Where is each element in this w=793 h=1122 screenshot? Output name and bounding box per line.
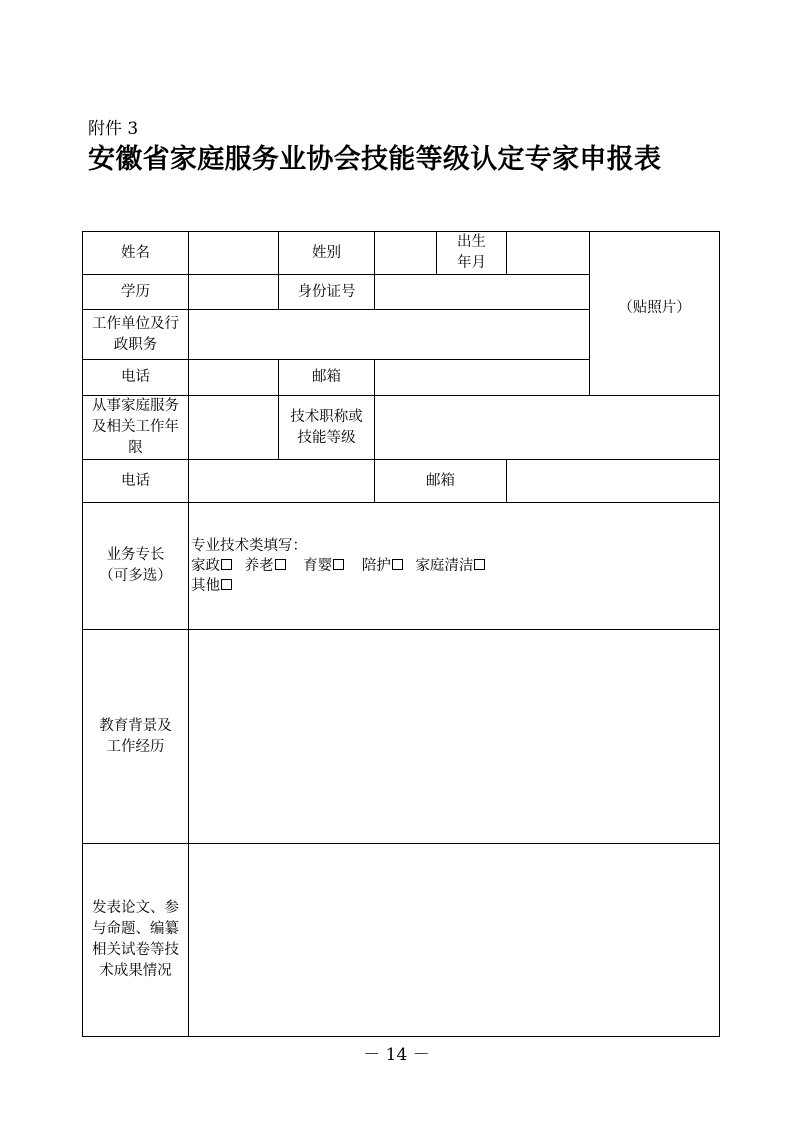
education-label: 学历: [83, 275, 189, 310]
phone2-field[interactable]: [189, 460, 375, 503]
achievements-label-line4: 术成果情况: [99, 963, 172, 979]
id-number-label: 身份证号: [279, 275, 375, 310]
id-number-field[interactable]: [375, 275, 590, 310]
page-number: － 14 －: [363, 1045, 430, 1065]
specialty-label: [83, 503, 189, 630]
phone2-label: 电话: [83, 460, 189, 503]
specialty-prompt: 专业技术类填写：: [191, 538, 307, 554]
checkbox-icon[interactable]: [392, 559, 403, 570]
birth-label-line2: 年月: [457, 255, 486, 271]
option-infant-care-label: 育婴: [303, 558, 333, 574]
checkbox-icon[interactable]: [474, 559, 485, 570]
option-other[interactable]: [191, 576, 232, 596]
work-years-label-line2: 及相关工作年: [92, 419, 179, 435]
option-housekeeping-label: 家政: [191, 558, 220, 574]
education-background-field[interactable]: [189, 630, 720, 844]
education-background-label-line2: 工作经历: [106, 738, 165, 755]
achievements-label-line2: 与命题、编纂: [92, 921, 179, 937]
specialty-other-row: [191, 576, 717, 596]
achievements-label-line1: 发表论文、参: [92, 900, 179, 916]
title-level-label-line1: 技术职称或: [290, 408, 363, 425]
work-years-label-line3: 限: [128, 440, 143, 456]
email-label: 邮箱: [279, 360, 375, 396]
email2-label: 邮箱: [375, 460, 507, 503]
specialty-label-line2: （可多选）: [99, 568, 172, 584]
gender-field[interactable]: [375, 232, 437, 275]
email2-field[interactable]: [507, 460, 720, 503]
work-unit-label-line2: 政职务: [113, 336, 158, 353]
option-escort-care-label: 陪护: [361, 558, 391, 574]
gender-label: 姓别: [279, 232, 375, 275]
education-background-label-line1: 教育背景及: [99, 717, 172, 734]
email-field[interactable]: [375, 360, 590, 396]
application-form-table: [82, 231, 720, 1037]
option-other-label: 其他: [191, 578, 220, 594]
birth-field[interactable]: [507, 232, 590, 275]
option-home-cleaning-label: 家庭清洁: [415, 558, 474, 574]
work-unit-label: [83, 310, 189, 360]
option-housekeeping[interactable]: [191, 556, 232, 576]
work-unit-field[interactable]: [189, 310, 590, 360]
checkbox-icon[interactable]: [333, 559, 344, 570]
checkbox-icon[interactable]: [275, 559, 286, 570]
photo-label: （贴照片）: [618, 300, 691, 316]
work-years-label-line1: 从事家庭服务: [92, 398, 179, 414]
birth-label: [437, 232, 507, 275]
birth-label-line1: 出生: [457, 234, 486, 250]
title-level-label-line2: 技能等级: [297, 429, 356, 446]
option-escort-care[interactable]: [362, 556, 403, 576]
title-level-label: [279, 396, 375, 460]
option-home-cleaning[interactable]: [415, 556, 485, 576]
title-level-field[interactable]: [375, 396, 720, 460]
option-infant-care[interactable]: [303, 556, 344, 576]
education-background-label: [83, 630, 189, 844]
checkbox-icon[interactable]: [221, 579, 232, 590]
specialty-options-row: [191, 556, 717, 576]
achievements-label-line3: 相关试卷等技: [92, 942, 179, 958]
attachment-label: 附件 3: [88, 119, 139, 139]
name-field[interactable]: [189, 232, 279, 275]
option-elderly-care-label: 养老: [244, 558, 274, 574]
page-title: 安徽省家庭服务业协会技能等级认定专家申报表: [88, 144, 662, 175]
work-unit-label-line1: 工作单位及行: [92, 315, 179, 332]
achievements-label: [83, 844, 189, 1037]
work-years-field[interactable]: [189, 396, 279, 460]
phone-label: 电话: [83, 360, 189, 396]
specialty-label-line1: 业务专长: [106, 547, 165, 563]
specialty-options-cell: [189, 503, 720, 630]
checkbox-icon[interactable]: [221, 559, 232, 570]
achievements-field[interactable]: [189, 844, 720, 1037]
option-elderly-care[interactable]: [245, 556, 286, 576]
name-label: 姓名: [83, 232, 189, 275]
photo-area[interactable]: [590, 232, 720, 396]
education-field[interactable]: [189, 275, 279, 310]
phone-field[interactable]: [189, 360, 279, 396]
work-years-label: [83, 396, 189, 460]
